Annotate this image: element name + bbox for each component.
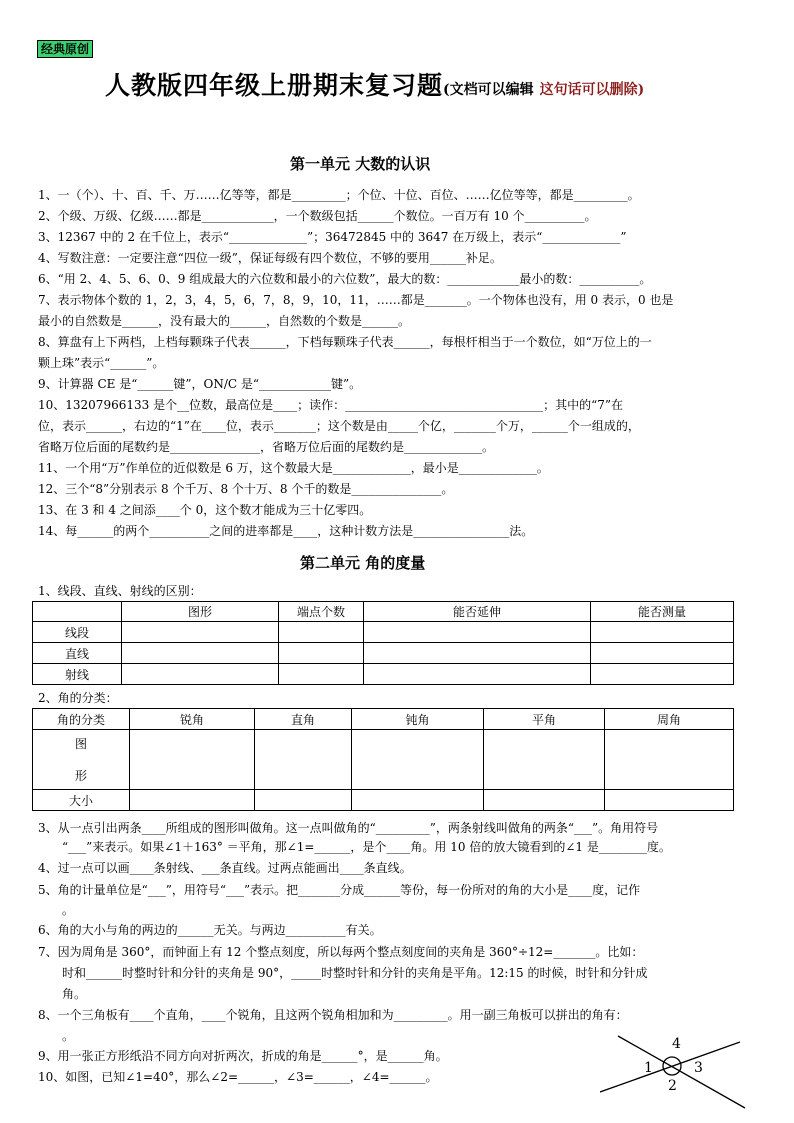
table2-header-4: 平角 [484, 709, 605, 730]
intersecting-lines-diagram [600, 1030, 750, 1112]
u1-line-12: 12、三个“8”分别表示 8 个千万、8 个十万、8 个千的数是_______________。 [38, 482, 454, 496]
u2-line-7c: 角。 [62, 987, 87, 1001]
u1-line-8b: 颗上珠”表示“______”。 [38, 356, 165, 370]
u1-line-10b: 位，表示______，右边的“1”在____位，表示_______；这个数是由_____个亿，_______个万，______个一组成的， [38, 419, 640, 433]
table1-cell[interactable] [364, 643, 591, 664]
table2-cell[interactable] [605, 730, 734, 790]
table1-row-label: 直线 [33, 643, 122, 664]
u1-line-7a: 7、表示物体个数的 1，2，3，4，5，6，7，8，9，10，11，……都是_______。一个物体也没有，用 0 表示，0 也是 [38, 293, 674, 307]
table1-cell[interactable] [122, 622, 279, 643]
table2-figure-label-1: 图 [74, 737, 87, 751]
table2-header-5: 周角 [605, 709, 734, 730]
table1-cell[interactable] [591, 664, 734, 685]
table2-header-2: 直角 [255, 709, 352, 730]
table1-header-3: 能否延伸 [364, 602, 591, 622]
unit1-heading: 第一单元 大数的认识 [290, 155, 431, 173]
angle-label-3: 3 [694, 1060, 703, 1076]
u2-line-6: 6、角的大小与角的两边的______无关。与两边__________有关。 [38, 923, 382, 937]
table2-cell[interactable] [255, 730, 352, 790]
table1-cell[interactable] [591, 643, 734, 664]
table1-header-4: 能否测量 [591, 602, 734, 622]
table1-row-label: 线段 [33, 622, 122, 643]
title-note: (文档可以编辑 [443, 82, 534, 98]
table2-size-label: 大小 [33, 790, 130, 811]
u1-line-14: 14、每______的两个__________之间的进率都是____，这种计数方法是________________法。 [38, 524, 534, 538]
u1-line-4: 4、写数注意：一定要注意“四位一级”，保证每级有四个数位，不够的要用______补足。 [38, 251, 502, 265]
u1-line-13: 13、在 3 和 4 之间添____个 0，这个数才能成为三十亿零四。 [38, 503, 372, 517]
u1-line-11: 11、一个用“万”作单位的近似数是 6 万，这个数最大是_____________，最小是_____________。 [38, 461, 549, 475]
u2-line-8a: 8、一个三角板有____个直角，____个锐角，且这两个锐角相加和为_________。用一副三角板可以拼出的角有： [38, 1008, 628, 1022]
unit2-heading: 第二单元 角的度量 [300, 554, 426, 572]
line-comparison-table [32, 601, 734, 685]
title-red-note: 这句话可以删除) [539, 82, 645, 98]
u2-line-7b: 时和______时整时针和分针的夹角是 90°，_____时整时针和分针的夹角是平角。12:15 的时候，时针和分针成 [62, 966, 648, 980]
title-main: 人教版四年级上册期末复习题 [105, 71, 444, 100]
u1-line-2: 2、个级、万级、亿级……都是____________，一个数级包括______个数位。一百万有 10 个__________。 [38, 209, 597, 223]
table2-header-3: 钝角 [352, 709, 484, 730]
table1-header-2: 端点个数 [279, 602, 364, 622]
u1-line-7b: 最小的自然数是______，没有最大的______，自然数的个数是______。 [38, 314, 411, 328]
table1-header-0 [33, 602, 122, 622]
angle-label-2: 2 [668, 1078, 677, 1094]
table1-cell[interactable] [364, 622, 591, 643]
u1-line-9: 9、计算器 CE 是“______键”，ON/C 是“____________键”。 [38, 377, 362, 391]
table2-header-1: 锐角 [130, 709, 255, 730]
angle-classification-table [32, 708, 734, 811]
u1-line-8a: 8、算盘有上下两档，上档每颗珠子代表______，下档每颗珠子代表______，每根杆相当于一个数位，如“万位上的一 [38, 335, 652, 349]
table1-header-1: 图形 [122, 602, 279, 622]
table2-cell[interactable] [255, 790, 352, 811]
table2-header-0: 角的分类 [33, 709, 130, 730]
u1-line-10a: 10、13207966133 是个__位数，最高位是____；读作：_________________________________；其中的“7”在 [38, 398, 623, 412]
u2-line-3b: “___”来表示。如果∠1＋163° ＝平角，那∠1=______，是个____角。用 10 倍的放大镜看到的∠1 是________度。 [62, 840, 671, 854]
u2-line-8b: 。 [62, 1029, 75, 1043]
table1-cell[interactable] [279, 664, 364, 685]
u1-line-6: 6、“用 2、4、5、6、0、9 组成最大的六位数和最小的六位数”，最大的数：____________最小的数：__________。 [38, 272, 652, 286]
table2-cell[interactable] [484, 790, 605, 811]
table2-cell[interactable] [352, 730, 484, 790]
angle-label-1: 1 [644, 1060, 653, 1076]
u2-q1: 1、线段、直线、射线的区别： [38, 584, 202, 598]
u2-line-5a: 5、角的计量单位是“___”，用符号“___”表示。把_______分成______等份，每一份所对的角的大小是____度，记作 [38, 883, 641, 897]
table2-figure-label-2: 形 [74, 769, 87, 783]
table2-cell[interactable] [484, 730, 605, 790]
table2-cell[interactable] [130, 790, 255, 811]
u2-line-10: 10、如图，已知∠1=40°，那么∠2=______，∠3=______，∠4=______。 [38, 1070, 438, 1084]
table1-row-label: 射线 [33, 664, 122, 685]
u2-line-4: 4、过一点可以画____条射线、___条直线。过两点能画出____条直线。 [38, 861, 412, 875]
table1-cell[interactable] [122, 664, 279, 685]
u1-line-10c: 省略万位后面的尾数约是_______________，省略万位后面的尾数约是_____________。 [38, 440, 495, 454]
table2-figure-label [33, 730, 130, 790]
table1-cell[interactable] [279, 643, 364, 664]
table2-cell[interactable] [352, 790, 484, 811]
table1-cell[interactable] [122, 643, 279, 664]
table1-cell[interactable] [279, 622, 364, 643]
angle-label-4: 4 [672, 1036, 681, 1052]
u2-line-7a: 7、因为周角是 360°，而钟面上有 12 个整点刻度，所以每两个整点刻度间的夹角是 360°÷12=_______。比如： [38, 945, 644, 959]
table2-cell[interactable] [605, 790, 734, 811]
table1-cell[interactable] [591, 622, 734, 643]
table1-cell[interactable] [364, 664, 591, 685]
page-title [105, 66, 644, 102]
u2-q2: 2、角的分类： [38, 691, 118, 705]
table2-cell[interactable] [130, 730, 255, 790]
u2-line-5b: 。 [62, 903, 75, 917]
original-stamp: 经典原创 [37, 40, 93, 58]
u1-line-3: 3、12367 中的 2 在千位上，表示“_____________”；36472845 中的 3647 在万级上，表示“_____________” [38, 230, 627, 244]
u1-line-1: 1、一（个）、十、百、千、万……亿等等，都是_________；个位、十位、百位、……亿位等等，都是_________。 [38, 188, 640, 202]
u2-line-3a: 3、从一点引出两条____所组成的图形叫做角。这一点叫做角的“_________”，两条射线叫做角的两条“___”。角用符号 [38, 821, 659, 835]
u2-line-9: 9、用一张正方形纸沿不同方向对折两次，折成的角是______°，是______角。 [38, 1049, 448, 1063]
